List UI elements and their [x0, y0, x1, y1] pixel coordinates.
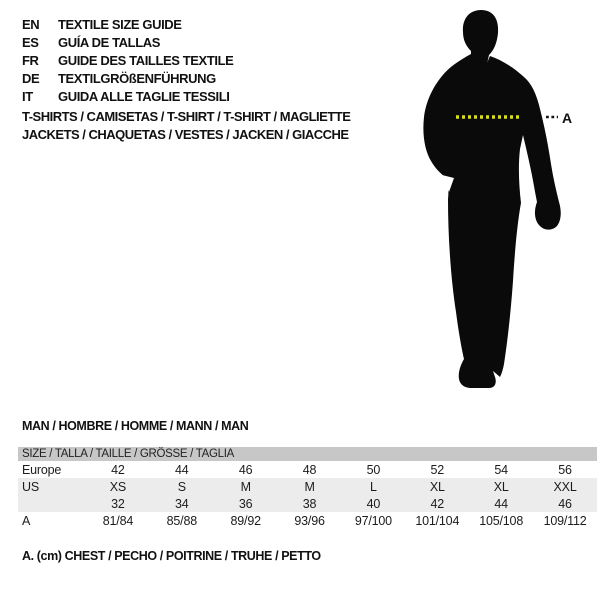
language-row — [22, 87, 233, 105]
language-row — [22, 15, 233, 33]
table-cell: M — [304, 479, 315, 494]
language-label: TEXTILE SIZE GUIDE — [58, 16, 182, 32]
section-title-man: MAN / HOMBRE / HOMME / MANN / MAN — [22, 419, 249, 433]
language-label: GUÍA DE TALLAS — [58, 34, 161, 50]
table-cell: 109/112 — [543, 513, 587, 528]
table-row-numeric — [18, 495, 597, 512]
table-cell: XXL — [553, 479, 577, 494]
table-cell: 42 — [111, 462, 125, 477]
table-cell: 81/84 — [102, 513, 134, 528]
table-cell: 44 — [175, 462, 189, 477]
table-cell: XL — [429, 479, 445, 494]
language-row — [22, 33, 233, 51]
category-list — [22, 108, 350, 144]
man-silhouette-svg — [390, 0, 600, 400]
table-cell: 85/88 — [166, 513, 197, 528]
row-label: A — [22, 513, 31, 528]
table-cell: 38 — [302, 496, 317, 511]
table-cell: 42 — [430, 496, 445, 511]
table-header: SIZE / TALLA / TAILLE / GRÖSSE / TAGLIA — [18, 447, 597, 461]
size-table — [18, 447, 597, 529]
table-cell: XS — [109, 479, 127, 494]
category-tshirts: T-SHIRTS / CAMISETAS / T-SHIRT / T-SHIRT / MAGLIETTE — [22, 109, 351, 124]
language-label: TEXTILGRÖßENFÜHRUNG — [58, 70, 216, 86]
table-cell: 44 — [494, 496, 508, 511]
language-label: GUIDA ALLE TAGLIE TESSILI — [58, 88, 230, 104]
table-cell: 32 — [111, 496, 125, 511]
language-code: ES — [22, 34, 39, 50]
table-cell: 36 — [238, 496, 253, 511]
table-row-europe — [18, 461, 597, 478]
man-silhouette-figure — [390, 0, 600, 400]
language-code: EN — [22, 16, 40, 32]
table-cell: 105/108 — [479, 513, 524, 528]
row-label: Europe — [22, 462, 62, 477]
language-guide — [22, 15, 233, 105]
table-cell: 93/96 — [294, 513, 325, 528]
table-cell: 56 — [558, 462, 572, 477]
table-cell: 48 — [302, 462, 317, 477]
footnote-chest: A. (cm) CHEST / PECHO / POITRINE / TRUHE / PETTO — [22, 549, 321, 563]
language-code: IT — [22, 88, 33, 104]
table-cell: M — [240, 479, 251, 494]
language-code: FR — [22, 52, 39, 68]
table-cell: 54 — [494, 462, 508, 477]
table-cell: 40 — [366, 496, 381, 511]
table-cell: 101/104 — [415, 513, 460, 528]
language-code: DE — [22, 70, 40, 86]
language-row — [22, 51, 233, 69]
category-jackets: JACKETS / CHAQUETAS / VESTES / JACKEN / GIACCHE — [22, 127, 349, 142]
language-row — [22, 69, 233, 87]
table-cell: 50 — [366, 462, 381, 477]
language-label: GUIDE DES TAILLES TEXTILE — [58, 52, 234, 68]
table-cell: 52 — [430, 462, 445, 477]
table-cell: S — [177, 479, 186, 494]
table-cell: 46 — [238, 462, 253, 477]
row-label: US — [22, 479, 39, 494]
table-cell: 46 — [558, 496, 572, 511]
silhouette-body — [423, 54, 560, 388]
table-cell: 34 — [175, 496, 189, 511]
measure-label-a: A — [562, 110, 573, 126]
table-cell: 97/100 — [354, 513, 392, 528]
table-row-us — [18, 478, 597, 495]
table-cell: 89/92 — [230, 513, 261, 528]
table-row-chest-a — [18, 512, 597, 529]
table-cell: XL — [493, 479, 509, 494]
table-cell: L — [370, 479, 377, 494]
